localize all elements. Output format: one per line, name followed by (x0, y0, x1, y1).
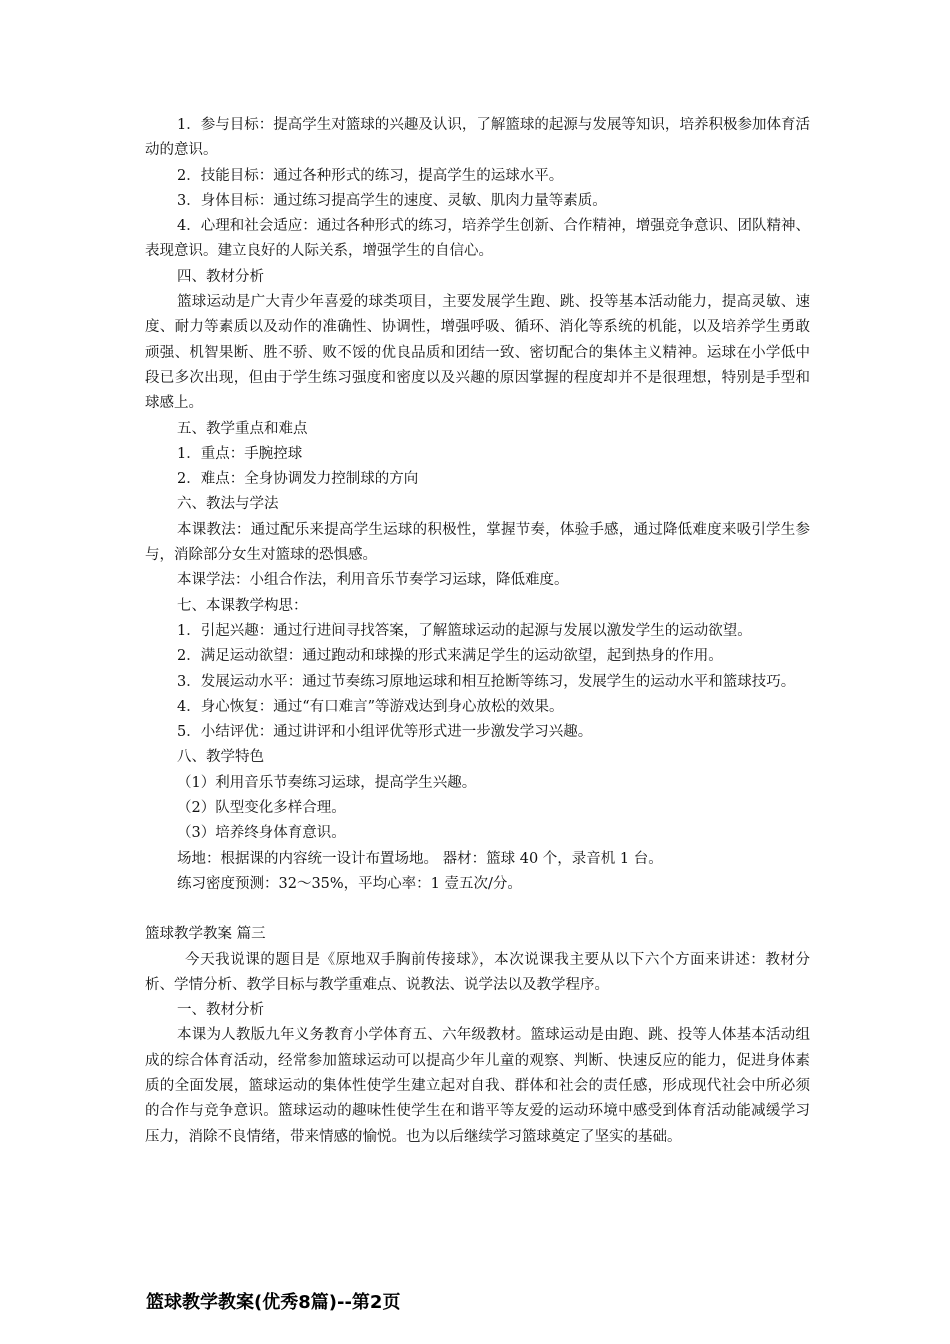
teach-method: 本课教法：通过配乐来提高学生运球的积极性，掌握节奏，体验手感，通过降低难度来吸引学生参与，消除部分女生对篮球的恐惧感。 (145, 521, 810, 564)
feature-item: （1）利用音乐节奏练习运球，提高学生兴趣。 (177, 774, 477, 791)
feature-item: （3）培养终身体育意识。 (177, 825, 346, 842)
section-three-heading: 一、教材分析 (177, 1002, 264, 1019)
learn-method: 本课学法：小组合作法，利用音乐节奏学习运球，降低难度。 (177, 572, 569, 589)
goal-psychological: 4．心理和社会适应：通过各种形式的练习，培养学生创新、合作精神，增强竞争意识、团队精神、表现意识。建立良好的人际关系，增强学生的自信心。 (145, 218, 810, 260)
material-heading: 四、教材分析 (177, 268, 264, 285)
keypoint-item: 2．难点：全身协调发力控制球的方向 (177, 471, 419, 488)
goal-physical: 3．身体目标：通过练习提高学生的速度、灵敏、肌肉力量等素质。 (177, 192, 607, 209)
density-forecast: 练习密度预测：32～35%，平均心率：1 壹五次/分。 (177, 875, 522, 892)
goal-participation: 1．参与目标：提高学生对篮球的兴趣及认识，了解篮球的起源与发展等知识，培养积极参加体育活动的意识。 (145, 117, 810, 159)
section-three-intro: 今天我说课的题目是《原地双手胸前传接球》，本次说课我主要从以下六个方面来讲述：教材分析、学情分析、教学目标与教学重难点、说教法、说学法以及教学程序。 (145, 951, 810, 993)
section-gap (145, 897, 810, 922)
keypoints-heading: 五、教学重点和难点 (177, 420, 308, 437)
concept-item: 3．发展运动水平：通过节奏练习原地运球和相互抢断等练习，发展学生的运动水平和篮球技巧。 (177, 673, 796, 690)
material-paragraph: 篮球运动是广大青少年喜爱的球类项目，主要发展学生跑、跳、投等基本活动能力，提高灵敏、速度、耐力等素质以及动作的准确性、协调性，增强呼吸、循环、消化等系统的机能，以及培养学生勇敢顽强、机智果断、胜不骄、败不馁的优良品质和团结一致、密切配合的集体主义精神。运球在小学低中段已多次出现，但由于学生练习强度和密度以及兴趣的原因掌握的程度却并不是很理想，特别是手型和球感上。 (145, 294, 810, 412)
section-three-paragraph: 本课为人教版九年义务教育小学体育五、六年级教材。篮球运动是由跑、跳、投等人体基本活动组成的综合体育活动，经常参加篮球运动可以提高少年儿童的观察、判断、快速反应的能力，促进身体素质的全面发展，篮球运动的集体性使学生建立起对自我、群体和社会的责任感，形成现代社会中所必须的合作与竞争意识。篮球运动的趣味性使学生在和谐平等友爱的运动环境中感受到体育活动能减缓学习压力，消除不良情绪，带来情感的愉悦。也为以后继续学习篮球奠定了坚实的基础。 (145, 1027, 810, 1145)
keypoint-item: 1．重点：手腕控球 (177, 445, 303, 462)
concept-item: 1．引起兴趣：通过行进间寻找答案，了解篮球运动的起源与发展以激发学生的运动欲望。 (177, 622, 752, 639)
concept-item: 4．身心恢复：通过“有口难言”等游戏达到身心放松的效果。 (177, 698, 564, 715)
section-three-title: 篮球教学教案 篇三 (145, 926, 266, 943)
feature-item: （2）队型变化多样合理。 (177, 800, 346, 817)
goal-skill: 2．技能目标：通过各种形式的练习，提高学生的运球水平。 (177, 167, 564, 184)
concept-item: 5．小结评优：通过讲评和小组评优等形式进一步激发学习兴趣。 (177, 724, 593, 741)
page-body (145, 113, 810, 1150)
concept-heading: 七、本课教学构思： (177, 597, 308, 614)
venue-equipment: 场地：根据课的内容统一设计布置场地。 器材：篮球 40 个，录音机 1 台。 (177, 850, 663, 867)
features-heading: 八、教学特色 (177, 749, 264, 766)
page-footer: 篮球教学教案(优秀8篇)--第2页 (146, 1292, 401, 1313)
methods-heading: 六、教法与学法 (177, 496, 279, 513)
concept-item: 2．满足运动欲望：通过跑动和球操的形式来满足学生的运动欲望，起到热身的作用。 (177, 648, 723, 665)
